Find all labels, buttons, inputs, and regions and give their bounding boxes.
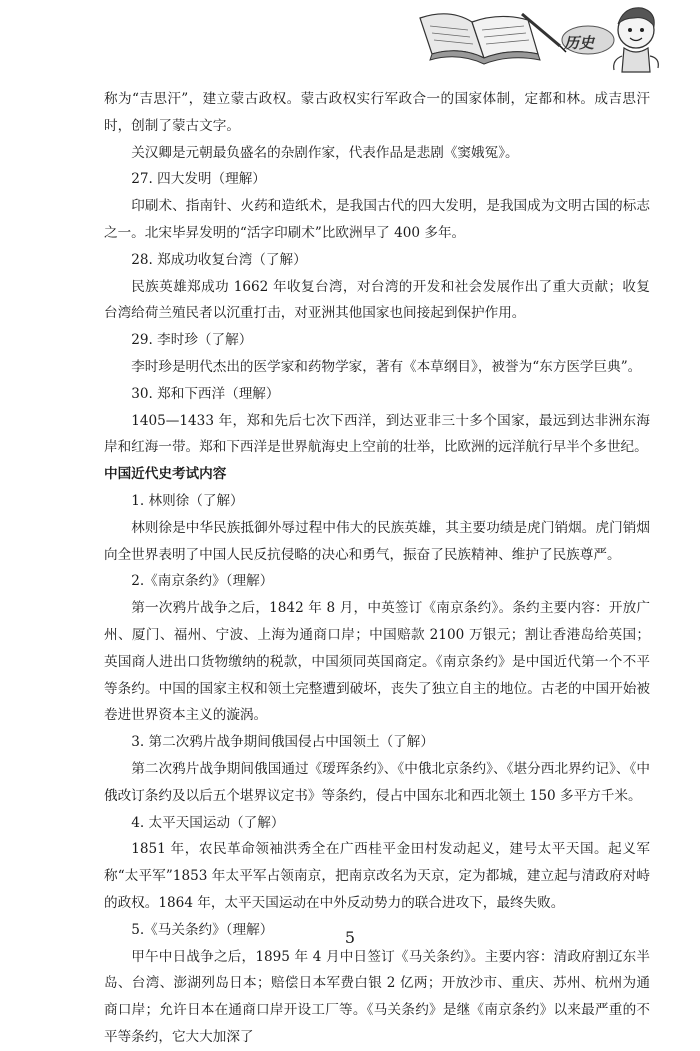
paragraph: 关汉卿是元朝最负盛名的杂剧作家，代表作品是悲剧《窦娥冤》。 [131,144,519,161]
page-number: 5 [344,928,356,947]
paragraph: 民族英雄郑成功 1662 年收复台湾，对台湾的开发和社会发展作出了重大贡献；收复台湾给荷兰殖民者以沉重打击，对亚洲其他国家也间接起到保护作用。 [104,278,650,322]
paragraph: 印刷术、指南针、火药和造纸术，是我国古代的四大发明，是我国成为文明古国的标志之一。北宋毕昇发明的“活字印刷术”比欧洲早了 400 多年。 [104,198,650,241]
paragraph: 1851 年，农民革命领袖洪秀全在广西桂平金田村发动起义，建号太平天国。起义军称“太平军”1853 年太平军占领南京，把南京改名为天京，定为都城，建立起与清政府对峙的政权。1864 年，太平天国运动在中外反动势力的联合进攻下，最终失败。 [104,841,650,911]
subject-label: 历史 [563,34,594,52]
item-heading: 1. 林则徐（了解） [131,492,244,509]
paragraph: 林则徐是中华民族抵御外辱过程中伟大的民族英雄，其主要功绩是虎门销烟。虎门销烟向全世界表明了中国人民反抗侵略的决心和勇气，振奋了民族精神、维护了民族尊严。 [104,519,650,563]
paragraph: 1405—1433 年，郑和先后七次下西洋，到达亚非三十多个国家，最远到达非洲东海岸和红海一带。郑和下西洋是世界航海史上空前的壮举，比欧洲的远洋航行早半个多世纪。 [104,412,650,456]
paragraph: 李时珍是明代杰出的医学家和药物学家，著有《本草纲目》，被誉为“东方医学巨典”。 [131,358,642,375]
paragraph: 甲午中日战争之后，1895 年 4 月中日签订《马关条约》。主要内容：清政府割辽东半岛、台湾、澎湖列岛日本；赔偿日本军费白银 2 亿两；开放沙市、重庆、苏州、杭州为通商口岸；允许日本在通商口岸开设工厂等。《马关条约》是继《南京条约》以来最严重的不平等条约，它大大加深了 [104,948,650,1045]
item-heading: 5.《马关条约》（理解） [131,921,274,938]
header-illustration [410,0,660,80]
item-heading: 27. 四大发明（理解） [131,171,266,188]
item-heading: 2.《南京条约》（理解） [131,573,274,590]
item-heading: 29. 李时珍（了解） [131,332,253,349]
section-heading: 中国近代史考试内容 [104,466,227,483]
item-heading: 30. 郑和下西洋（理解） [131,385,280,402]
cartoon-boy-icon [614,8,659,72]
book-and-boy-illustration [410,0,660,80]
continued-paragraph: 称为“吉思汗”，建立蒙古政权。蒙古政权实行军政合一的国家体制，定都和林。成吉思汗时，创制了蒙古文字。 [104,91,650,134]
item-heading: 3. 第二次鸦片战争期间俄国侵占中国领土（了解） [131,734,434,751]
item-heading: 28. 郑成功收复台湾（了解） [131,251,307,268]
item-heading: 4. 太平天国运动（了解） [131,814,285,831]
open-book-icon [420,14,540,64]
paragraph: 第二次鸦片战争期间俄国通过《瑷珲条约》、《中俄北京条约》、《堪分西北界约记》、《中俄改订条约及以后五个堪界议定书》等条约，侵占中国东北和西北领土 150 多平方千米。 [104,760,650,804]
document-body [104,86,650,1051]
paragraph: 第一次鸦片战争之后，1842 年 8 月，中英签订《南京条约》。条约主要内容：开放广州、厦门、福州、宁波、上海为通商口岸；中国赔款 2100 万银元；割让香港岛给英国；英国商人进出口货物缴纳的税款，中国须同英国商定。《南京条约》是中国近代第一个不平等条约。中国的国家主权和领土完整遭到破坏，丧失了独立自主的地位。古老的中国开始被卷进世界资本主义的漩涡。 [104,600,651,724]
